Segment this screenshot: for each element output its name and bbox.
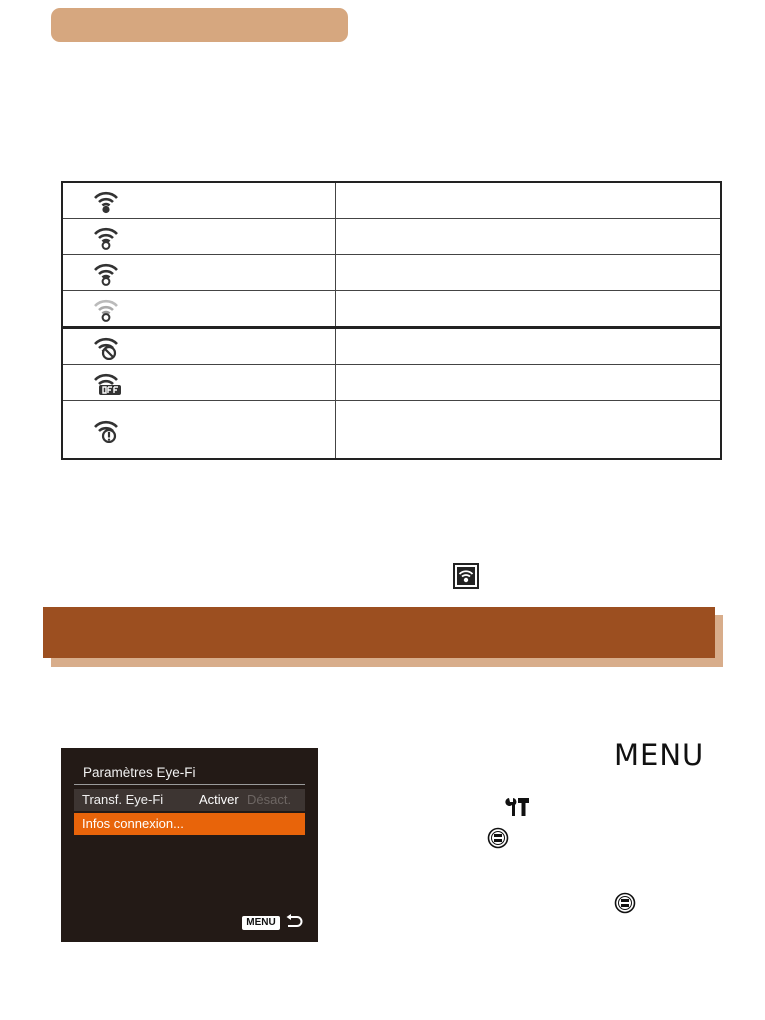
option-enable[interactable]: Activer — [199, 792, 239, 807]
status-description — [336, 182, 722, 219]
wifi-dimmed-icon — [91, 296, 121, 322]
menu-button-label: MENU — [614, 738, 705, 772]
status-icon-table — [61, 181, 722, 460]
table-row — [62, 365, 721, 401]
wifi-off-icon — [91, 370, 123, 396]
status-description — [336, 328, 722, 365]
return-arrow-icon — [284, 913, 304, 931]
header-tab — [51, 8, 348, 42]
func-set-button-icon — [487, 827, 509, 849]
status-description — [336, 401, 722, 460]
table-row — [62, 291, 721, 328]
wifi-connected-icon — [91, 188, 121, 214]
wifi-boxed-icon — [453, 563, 479, 589]
wifi-connecting-icon — [91, 224, 121, 250]
table-row — [62, 401, 721, 460]
menu-button[interactable]: MENU — [242, 916, 280, 930]
section-heading-bar — [43, 607, 715, 658]
status-description — [336, 291, 722, 328]
table-row — [62, 255, 721, 291]
table-row — [62, 219, 721, 255]
wifi-transferring-icon — [91, 260, 121, 286]
table-row — [62, 182, 721, 219]
menu-row-label: Transf. Eye-Fi — [82, 792, 164, 807]
tools-tab-icon — [504, 796, 530, 818]
status-description — [336, 365, 722, 401]
camera-screen-title: Paramètres Eye-Fi — [83, 765, 196, 780]
status-description — [336, 255, 722, 291]
option-disable[interactable]: Désact. — [247, 792, 292, 807]
menu-row-eyefi-transfer[interactable] — [74, 789, 305, 811]
menu-row-connection-info[interactable] — [74, 813, 305, 835]
status-description — [336, 219, 722, 255]
func-set-button-icon — [614, 892, 636, 914]
wifi-error-icon — [91, 417, 121, 443]
wifi-interrupted-icon — [91, 334, 121, 360]
menu-row-label: Infos connexion... — [82, 816, 184, 831]
divider — [74, 784, 305, 785]
table-row — [62, 328, 721, 365]
camera-screen — [61, 748, 318, 942]
